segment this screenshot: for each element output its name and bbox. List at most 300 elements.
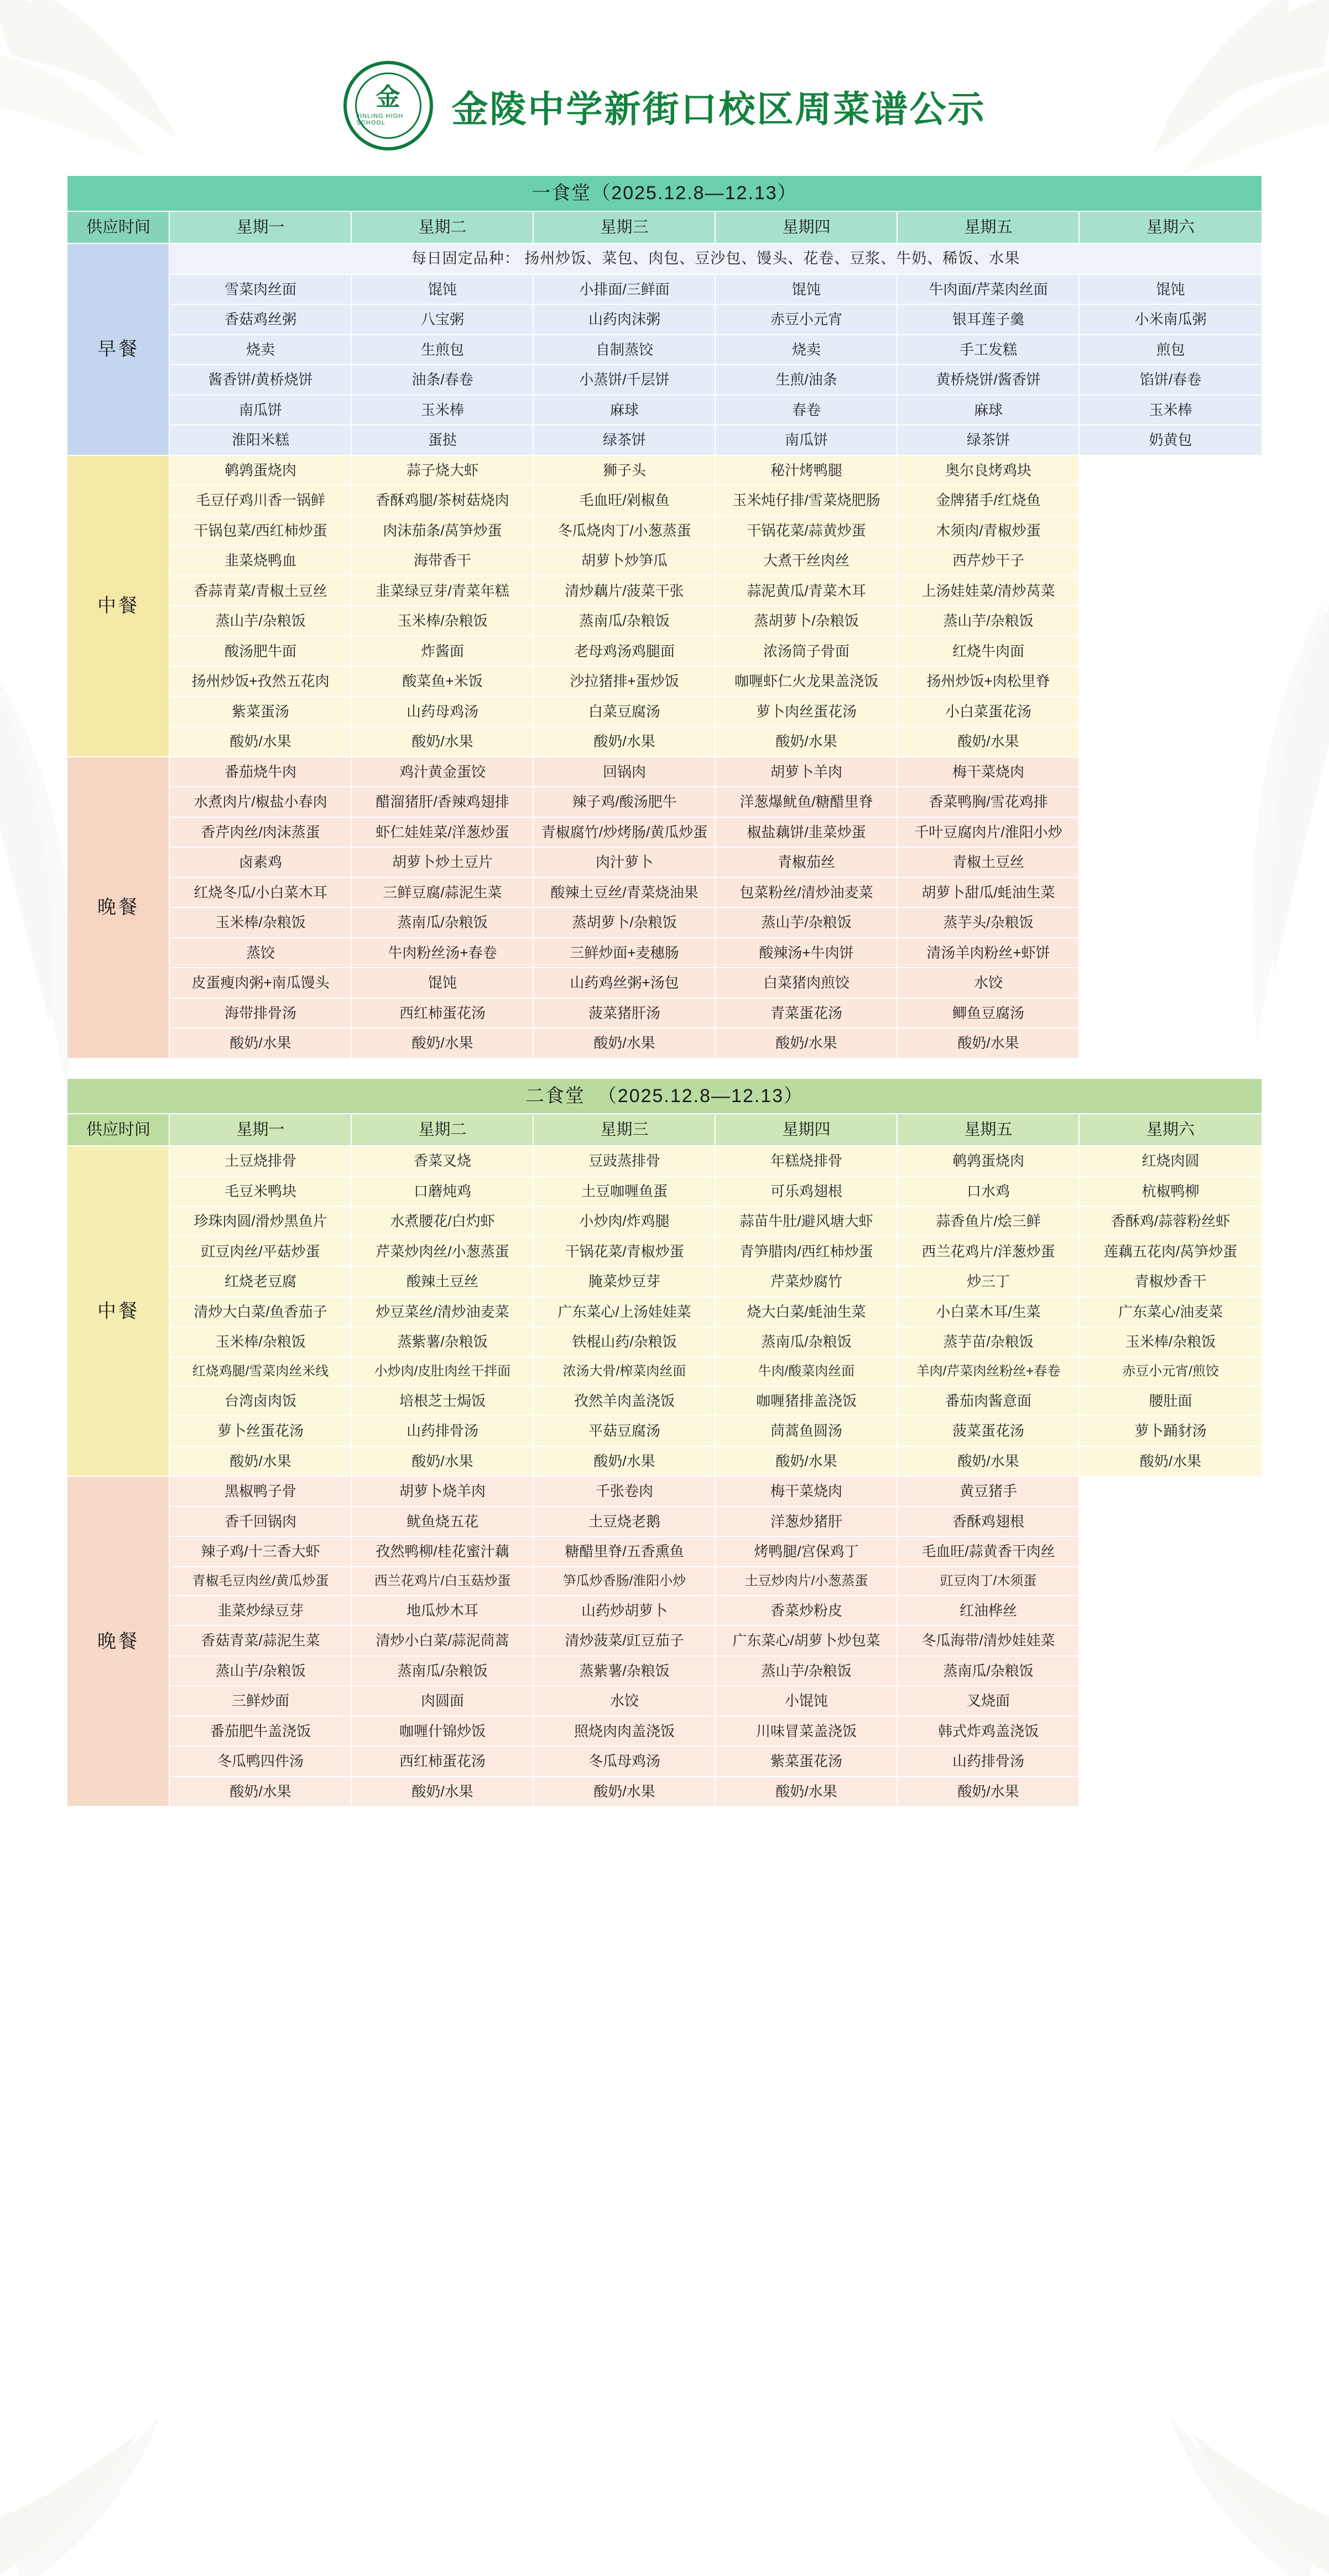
canteen-1-table (66, 175, 1262, 1059)
dish-cell: 菠菜猪肝汤 (533, 998, 715, 1029)
dish-cell-empty (1079, 546, 1262, 576)
dish-cell: 奶黄包 (1079, 425, 1262, 455)
dish-cell: 珍珠肉圆/滑炒黑鱼片 (169, 1206, 351, 1237)
table-row (67, 455, 1262, 486)
dish-cell: 西芹炒干子 (897, 546, 1079, 576)
table-row (67, 1386, 1262, 1416)
dish-cell: 酸奶/水果 (169, 1777, 351, 1807)
dish-cell: 广东菜心/上汤娃娃菜 (533, 1297, 715, 1327)
table-row (67, 365, 1262, 395)
dish-cell: 烤鸭腿/宫保鸡丁 (715, 1536, 897, 1567)
dish-cell: 酸奶/水果 (897, 1777, 1079, 1807)
dish-cell: 辣子鸡/十三香大虾 (169, 1536, 351, 1567)
dish-cell: 狮子头 (533, 455, 715, 486)
dish-cell: 蒜香鱼片/烩三鲜 (897, 1206, 1079, 1237)
dish-cell: 木须肉/青椒炒蛋 (897, 516, 1079, 546)
dish-cell: 酱香饼/黄桥烧饼 (169, 365, 351, 395)
dish-cell: 馄饨 (715, 274, 897, 305)
table-row (67, 1266, 1262, 1297)
canteen-1-header-row (67, 211, 1262, 243)
dish-cell: 酸奶/水果 (533, 1777, 715, 1807)
table-row (67, 576, 1262, 606)
dish-cell: 小炒肉/皮肚肉丝干拌面 (351, 1357, 533, 1386)
dish-cell: 胡萝卜炒土豆片 (351, 847, 533, 877)
table-row (67, 243, 1262, 274)
table-row (67, 1446, 1262, 1477)
col-header-time: 供应时间 (67, 1114, 169, 1146)
dish-cell: 咖喱什锦炒饭 (351, 1716, 533, 1747)
table-row (67, 1237, 1262, 1267)
meal-label-breakfast: 早餐 (67, 243, 169, 455)
dish-cell: 广东菜心/胡萝卜炒包菜 (715, 1625, 897, 1656)
dish-cell: 水煮腰花/白灼虾 (351, 1206, 533, 1237)
meal-label-lunch: 中餐 (67, 455, 169, 757)
table-row (67, 998, 1262, 1029)
table-row (67, 847, 1262, 877)
dish-cell-empty (1079, 1686, 1262, 1716)
dish-cell: 皮蛋瘦肉粥+南瓜馒头 (169, 968, 351, 998)
leaf-decoration-bottomright (1097, 2355, 1329, 2576)
dish-cell: 鹌鹑蛋烧肉 (169, 455, 351, 486)
dish-cell: 小排面/三鲜面 (533, 274, 715, 305)
dish-cell: 小白菜蛋花汤 (897, 697, 1079, 727)
dish-cell: 沙拉猪排+蛋炒饭 (533, 666, 715, 697)
dish-cell: 青笋腊肉/西红柿炒蛋 (715, 1237, 897, 1267)
dish-cell: 菠菜蛋花汤 (897, 1416, 1079, 1446)
dish-cell: 番茄烧牛肉 (169, 757, 351, 787)
dish-cell: 蒜子烧大虾 (351, 455, 533, 486)
dish-cell: 香菇鸡丝粥 (169, 304, 351, 335)
dish-cell: 红烧冬瓜/小白菜木耳 (169, 877, 351, 908)
dish-cell: 蒸南瓜/杂粮饭 (351, 907, 533, 938)
dish-cell: 山药肉沫粥 (533, 304, 715, 335)
dish-cell-empty (1079, 485, 1262, 516)
dish-cell: 香菜炒粉皮 (715, 1596, 897, 1626)
dish-cell: 铁棍山药/杂粮饭 (533, 1327, 715, 1357)
dish-cell: 酸奶/水果 (897, 1446, 1079, 1477)
dish-cell: 蒸南瓜/杂粮饭 (533, 606, 715, 636)
dish-cell: 冬瓜烧肉丁/小葱蒸蛋 (533, 516, 715, 546)
table-row (67, 1656, 1262, 1686)
dish-cell: 秘汁烤鸭腿 (715, 455, 897, 486)
dish-cell: 南瓜饼 (169, 395, 351, 425)
dish-cell: 红烧肉圆 (1079, 1146, 1262, 1176)
dish-cell: 干锅花菜/蒜黄炒蛋 (715, 516, 897, 546)
dish-cell: 炒三丁 (897, 1266, 1079, 1297)
dish-cell: 馄饨 (1079, 274, 1262, 305)
dish-cell: 八宝粥 (351, 304, 533, 335)
col-header-wed: 星期三 (533, 1114, 715, 1146)
page-title: 金陵中学新街口校区周菜谱公示 (451, 88, 986, 129)
col-header-mon: 星期一 (169, 211, 351, 243)
dish-cell: 蒸山芋/杂粮饭 (715, 907, 897, 938)
table-row (67, 1146, 1262, 1176)
table-row (67, 1536, 1262, 1567)
dish-cell: 香蒜青菜/青椒土豆丝 (169, 576, 351, 606)
dish-cell: 自制蒸饺 (533, 335, 715, 365)
dish-cell: 韭菜绿豆芽/青菜年糕 (351, 576, 533, 606)
dish-cell: 雪菜肉丝面 (169, 274, 351, 305)
breakfast-fixed-note: 每日固定品种： 扬州炒饭、菜包、肉包、豆沙包、馒头、花卷、豆浆、牛奶、稀饭、水果 (169, 243, 1262, 274)
dish-cell: 鹌鹑蛋烧肉 (897, 1146, 1079, 1176)
dish-cell: 红烧老豆腐 (169, 1266, 351, 1297)
table-row (67, 425, 1262, 455)
dish-cell: 毛血旺/蒜黄香干肉丝 (897, 1536, 1079, 1567)
dish-cell: 黄桥烧饼/酱香饼 (897, 365, 1079, 395)
dish-cell: 糖醋里脊/五香熏鱼 (533, 1536, 715, 1567)
dish-cell: 番茄肥牛盖浇饭 (169, 1716, 351, 1747)
dish-cell: 蒸胡萝卜/杂粮饭 (715, 606, 897, 636)
dish-cell: 清炒菠菜/豇豆茄子 (533, 1625, 715, 1656)
dish-cell: 土豆烧老鹅 (533, 1507, 715, 1537)
dish-cell: 酸奶/水果 (351, 1028, 533, 1058)
dish-cell: 西兰花鸡片/白玉菇炒蛋 (351, 1567, 533, 1596)
dish-cell: 酸奶/水果 (169, 1446, 351, 1477)
canteen-2-title-row (67, 1078, 1262, 1114)
dish-cell-empty (1079, 907, 1262, 938)
dish-cell: 孜然鸭柳/桂花蜜汁藕 (351, 1536, 533, 1567)
dish-cell-empty (1079, 787, 1262, 817)
dish-cell: 咖喱猪排盖浇饭 (715, 1386, 897, 1416)
table-row (67, 1028, 1262, 1058)
dish-cell: 大煮干丝肉丝 (715, 546, 897, 576)
dish-cell: 千叶豆腐肉片/淮阳小炒 (897, 817, 1079, 848)
dish-cell: 咖喱虾仁火龙果盖浇饭 (715, 666, 897, 697)
dish-cell: 酸辣土豆丝 (351, 1266, 533, 1297)
logo-glyph: 金 (376, 83, 400, 111)
dish-cell: 白菜豆腐汤 (533, 697, 715, 727)
leaf-decoration-bottomleft (0, 2355, 232, 2576)
dish-cell: 西红柿蛋花汤 (351, 1746, 533, 1777)
table-row (67, 516, 1262, 546)
dish-cell: 豇豆肉丝/平菇炒蛋 (169, 1237, 351, 1267)
dish-cell: 玉米棒/杂粮饭 (351, 606, 533, 636)
dish-cell: 赤豆小元宵/煎饺 (1079, 1357, 1262, 1386)
dish-cell: 酸辣汤+牛肉饼 (715, 938, 897, 968)
dish-cell-empty (1079, 1746, 1262, 1777)
dish-cell: 冬瓜海带/清炒娃娃菜 (897, 1625, 1079, 1656)
dish-cell: 韭菜炒绿豆芽 (169, 1596, 351, 1626)
dish-cell: 韩式炸鸡盖浇饭 (897, 1716, 1079, 1747)
dish-cell: 口水鸡 (897, 1176, 1079, 1207)
dish-cell-empty (1079, 1656, 1262, 1686)
table-row (67, 606, 1262, 636)
dish-cell: 韭菜烧鸭血 (169, 546, 351, 576)
dish-cell: 笋瓜炒香肠/淮阳小炒 (533, 1567, 715, 1596)
dish-cell: 年糕烧排骨 (715, 1146, 897, 1176)
dish-cell: 扬州炒饭+肉松里脊 (897, 666, 1079, 697)
table-row (67, 1507, 1262, 1537)
dish-cell: 清汤羊肉粉丝+虾饼 (897, 938, 1079, 968)
dish-cell: 小蒸饼/千层饼 (533, 365, 715, 395)
section-spacer (0, 1059, 1329, 1078)
dish-cell: 烧卖 (715, 335, 897, 365)
dish-cell: 酸奶/水果 (533, 1446, 715, 1477)
dish-cell: 西红柿蛋花汤 (351, 998, 533, 1029)
dish-cell: 酸奶/水果 (533, 726, 715, 757)
dish-cell: 蒸芋头/杂粮饭 (897, 907, 1079, 938)
poster-header (0, 0, 1329, 175)
dish-cell: 香千回锅肉 (169, 1507, 351, 1537)
dish-cell: 平菇豆腐汤 (533, 1416, 715, 1446)
dish-cell: 青椒炒香干 (1079, 1266, 1262, 1297)
dish-cell: 牛肉面/芹菜肉丝面 (897, 274, 1079, 305)
dish-cell: 叉烧面 (897, 1686, 1079, 1716)
dish-cell: 炸酱面 (351, 636, 533, 667)
dish-cell: 香菇青菜/蒜泥生菜 (169, 1625, 351, 1656)
table-row (67, 817, 1262, 848)
dish-cell: 洋葱爆鱿鱼/糖醋里脊 (715, 787, 897, 817)
dish-cell: 春卷 (715, 395, 897, 425)
dish-cell: 玉米棒 (1079, 395, 1262, 425)
dish-cell: 馅饼/春卷 (1079, 365, 1262, 395)
dish-cell: 酸辣土豆丝/青菜烧油果 (533, 877, 715, 908)
school-logo-icon (343, 61, 433, 150)
table-row (67, 1777, 1262, 1807)
canteen-2-header-row (67, 1114, 1262, 1146)
dish-cell: 牛肉/酸菜肉丝面 (715, 1357, 897, 1386)
dish-cell: 回锅肉 (533, 757, 715, 787)
table-row (67, 666, 1262, 697)
dish-cell: 扬州炒饭+孜然五花肉 (169, 666, 351, 697)
dish-cell: 蒸山芋/杂粮饭 (169, 1656, 351, 1686)
dish-cell-empty (1079, 817, 1262, 848)
col-header-fri: 星期五 (897, 1114, 1079, 1146)
dish-cell: 水饺 (897, 968, 1079, 998)
table-row (67, 1297, 1262, 1327)
dish-cell: 南瓜饼 (715, 425, 897, 455)
dish-cell: 浓汤大骨/榨菜肉丝面 (533, 1357, 715, 1386)
dish-cell: 白菜猪肉煎饺 (715, 968, 897, 998)
dish-cell: 三鲜炒面 (169, 1686, 351, 1716)
table-row (67, 1176, 1262, 1207)
dish-cell: 青椒土豆丝 (897, 847, 1079, 877)
dish-cell: 赤豆小元宵 (715, 304, 897, 335)
dish-cell: 酸奶/水果 (897, 1028, 1079, 1058)
dish-cell: 腌菜炒豆芽 (533, 1266, 715, 1297)
dish-cell: 山药炒胡萝卜 (533, 1596, 715, 1626)
dish-cell: 馄饨 (351, 274, 533, 305)
dish-cell: 冬瓜母鸡汤 (533, 1746, 715, 1777)
dish-cell: 毛血旺/剁椒鱼 (533, 485, 715, 516)
logo-subtext: JINLING HIGH SCHOOL (356, 113, 404, 126)
dish-cell: 红烧鸡腿/雪菜肉丝米线 (169, 1357, 351, 1386)
dish-cell: 番茄肉酱意面 (897, 1386, 1079, 1416)
dish-cell: 干锅包菜/西红柿炒蛋 (169, 516, 351, 546)
meal-label-dinner: 晚餐 (67, 1476, 169, 1806)
table-row (67, 726, 1262, 757)
dish-cell: 酸奶/水果 (715, 1777, 897, 1807)
dish-cell-empty (1079, 877, 1262, 908)
dish-cell: 台湾卤肉饭 (169, 1386, 351, 1416)
dish-cell: 干锅花菜/青椒炒蛋 (533, 1237, 715, 1267)
dish-cell: 土豆炒肉片/小葱蒸蛋 (715, 1567, 897, 1596)
table-row (67, 1625, 1262, 1656)
dish-cell: 老母鸡汤鸡腿面 (533, 636, 715, 667)
dish-cell-empty (1079, 1596, 1262, 1626)
dish-cell: 小米南瓜粥 (1079, 304, 1262, 335)
table-row (67, 1476, 1262, 1507)
dish-cell: 土豆咖喱鱼蛋 (533, 1176, 715, 1207)
dish-cell-empty (1079, 938, 1262, 968)
dish-cell: 香芹肉丝/肉沫蒸蛋 (169, 817, 351, 848)
dish-cell: 手工发糕 (897, 335, 1079, 365)
dish-cell: 酸奶/水果 (897, 726, 1079, 757)
dish-cell-empty (1079, 636, 1262, 667)
dish-cell: 红烧牛肉面 (897, 636, 1079, 667)
dish-cell: 淮阳米糕 (169, 425, 351, 455)
dish-cell: 冬瓜鸭四件汤 (169, 1746, 351, 1777)
col-header-sat: 星期六 (1079, 211, 1262, 243)
table-row (67, 1357, 1262, 1386)
table-row (67, 335, 1262, 365)
dish-cell: 醋溜猪肝/香辣鸡翅排 (351, 787, 533, 817)
col-header-time: 供应时间 (67, 211, 169, 243)
dish-cell: 蒸山芋/杂粮饭 (169, 606, 351, 636)
dish-cell: 酸奶/水果 (715, 1446, 897, 1477)
dish-cell: 奥尔良烤鸡块 (897, 455, 1079, 486)
dish-cell: 口蘑炖鸡 (351, 1176, 533, 1207)
table-row (67, 1327, 1262, 1357)
dish-cell: 酸奶/水果 (351, 726, 533, 757)
dish-cell: 山药母鸡汤 (351, 697, 533, 727)
meal-label-dinner: 晚餐 (67, 757, 169, 1058)
table-row (67, 304, 1262, 335)
col-header-fri: 星期五 (897, 211, 1079, 243)
dish-cell: 三鲜豆腐/蒜泥生菜 (351, 877, 533, 908)
dish-cell: 胡萝卜烧羊肉 (351, 1476, 533, 1507)
dish-cell: 包菜粉丝/清炒油麦菜 (715, 877, 897, 908)
table-row (67, 697, 1262, 727)
dish-cell: 酸奶/水果 (715, 1028, 897, 1058)
dish-cell: 辣子鸡/酸汤肥牛 (533, 787, 715, 817)
dish-cell: 蒸紫薯/杂粮饭 (351, 1327, 533, 1357)
table-row (67, 1567, 1262, 1596)
dish-cell: 紫菜蛋汤 (169, 697, 351, 727)
dish-cell: 孜然羊肉盖浇饭 (533, 1386, 715, 1416)
col-header-tue: 星期二 (351, 211, 533, 243)
dish-cell: 青菜蛋花汤 (715, 998, 897, 1029)
dish-cell: 酸奶/水果 (715, 726, 897, 757)
dish-cell: 肉沫茄条/莴笋炒蛋 (351, 516, 533, 546)
dish-cell: 地瓜炒木耳 (351, 1596, 533, 1626)
dish-cell: 紫菜蛋花汤 (715, 1746, 897, 1777)
dish-cell: 酸奶/水果 (1079, 1446, 1262, 1477)
dish-cell: 芹菜炒腐竹 (715, 1266, 897, 1297)
dish-cell: 豆豉蒸排骨 (533, 1146, 715, 1176)
dish-cell: 牛肉粉丝汤+春卷 (351, 938, 533, 968)
dish-cell: 炒豆菜丝/清炒油麦菜 (351, 1297, 533, 1327)
dish-cell-empty (1079, 1536, 1262, 1567)
dish-cell: 萝卜丝蛋花汤 (169, 1416, 351, 1446)
dish-cell: 蛋挞 (351, 425, 533, 455)
dish-cell: 清炒大白菜/鱼香茄子 (169, 1297, 351, 1327)
dish-cell: 麻球 (897, 395, 1079, 425)
dish-cell: 青椒茄丝 (715, 847, 897, 877)
table-row (67, 907, 1262, 938)
dish-cell: 胡萝卜甜瓜/蚝油生菜 (897, 877, 1079, 908)
table-row (67, 395, 1262, 425)
dish-cell: 红油桦丝 (897, 1596, 1079, 1626)
dish-cell: 油条/春卷 (351, 365, 533, 395)
col-header-thu: 星期四 (715, 211, 897, 243)
dish-cell: 黄豆猪手 (897, 1476, 1079, 1507)
canteen-1-date-range: （2025.12.8—12.13） (591, 183, 798, 204)
dish-cell: 小馄饨 (715, 1686, 897, 1716)
dish-cell: 蒸紫薯/杂粮饭 (533, 1656, 715, 1686)
dish-cell: 生煎/油条 (715, 365, 897, 395)
dish-cell: 茼蒿鱼圆汤 (715, 1416, 897, 1446)
dish-cell: 烧卖 (169, 335, 351, 365)
dish-cell: 蒜泥黄瓜/青菜木耳 (715, 576, 897, 606)
canteen-2-name: 二食堂 (525, 1085, 585, 1107)
canteen-1-name: 一食堂 (531, 183, 592, 204)
dish-cell-empty (1079, 666, 1262, 697)
canteen-2-table (66, 1078, 1262, 1808)
dish-cell: 胡萝卜炒笋瓜 (533, 546, 715, 576)
dish-cell: 香酥鸡/蒜蓉粉丝虾 (1079, 1206, 1262, 1237)
dish-cell: 羊肉/芹菜肉丝粉丝+春卷 (897, 1357, 1079, 1386)
dish-cell: 酸奶/水果 (169, 1028, 351, 1058)
dish-cell: 洋葱炒猪肝 (715, 1507, 897, 1537)
dish-cell: 上汤娃娃菜/清炒莴菜 (897, 576, 1079, 606)
dish-cell: 金牌猪手/红烧鱼 (897, 485, 1079, 516)
dish-cell: 清炒藕片/菠菜干张 (533, 576, 715, 606)
dish-cell: 麻球 (533, 395, 715, 425)
dish-cell: 银耳莲子羹 (897, 304, 1079, 335)
dish-cell: 梅干菜烧肉 (715, 1476, 897, 1507)
dish-cell: 香酥鸡翅根 (897, 1507, 1079, 1537)
dish-cell: 萝卜踊豺汤 (1079, 1416, 1262, 1446)
dish-cell: 椒盐藕饼/韭菜炒蛋 (715, 817, 897, 848)
dish-cell: 香菜鸭胸/雪花鸡排 (897, 787, 1079, 817)
meal-label-lunch: 中餐 (67, 1146, 169, 1476)
dish-cell-empty (1079, 847, 1262, 877)
dish-cell: 虾仁娃娃菜/洋葱炒蛋 (351, 817, 533, 848)
table-row (67, 968, 1262, 998)
dish-cell: 西兰花鸡片/洋葱炒蛋 (897, 1237, 1079, 1267)
dish-cell: 山药鸡丝粥+汤包 (533, 968, 715, 998)
table-row (67, 1716, 1262, 1747)
dish-cell-empty (1079, 1507, 1262, 1537)
dish-cell: 毛豆米鸭块 (169, 1176, 351, 1207)
dish-cell: 烧大白菜/蚝油生菜 (715, 1297, 897, 1327)
table-row (67, 1206, 1262, 1237)
table-row (67, 877, 1262, 908)
dish-cell: 蒸山芋/杂粮饭 (715, 1656, 897, 1686)
dish-cell: 酸奶/水果 (351, 1446, 533, 1477)
dish-cell: 肉圆面 (351, 1686, 533, 1716)
dish-cell: 小白菜木耳/生菜 (897, 1297, 1079, 1327)
dish-cell: 青椒毛豆肉丝/黄瓜炒蛋 (169, 1567, 351, 1596)
table-row (67, 636, 1262, 667)
table-row (67, 1416, 1262, 1446)
canteen-1-title-row (67, 175, 1262, 211)
dish-cell: 蒸芋苗/杂粮饭 (897, 1327, 1079, 1357)
dish-cell: 鸡汁黄金蛋饺 (351, 757, 533, 787)
dish-cell-empty (1079, 455, 1262, 486)
dish-cell: 蒸南瓜/杂粮饭 (715, 1327, 897, 1357)
dish-cell: 梅干菜烧肉 (897, 757, 1079, 787)
dish-cell: 酸奶/水果 (533, 1028, 715, 1058)
dish-cell: 水煮肉片/椒盐小春肉 (169, 787, 351, 817)
dish-cell-empty (1079, 1567, 1262, 1596)
dish-cell-empty (1079, 516, 1262, 546)
dish-cell: 香菜叉烧 (351, 1146, 533, 1176)
dish-cell: 胡萝卜羊肉 (715, 757, 897, 787)
dish-cell: 黑椒鸭子骨 (169, 1476, 351, 1507)
dish-cell: 山药排骨汤 (897, 1746, 1079, 1777)
